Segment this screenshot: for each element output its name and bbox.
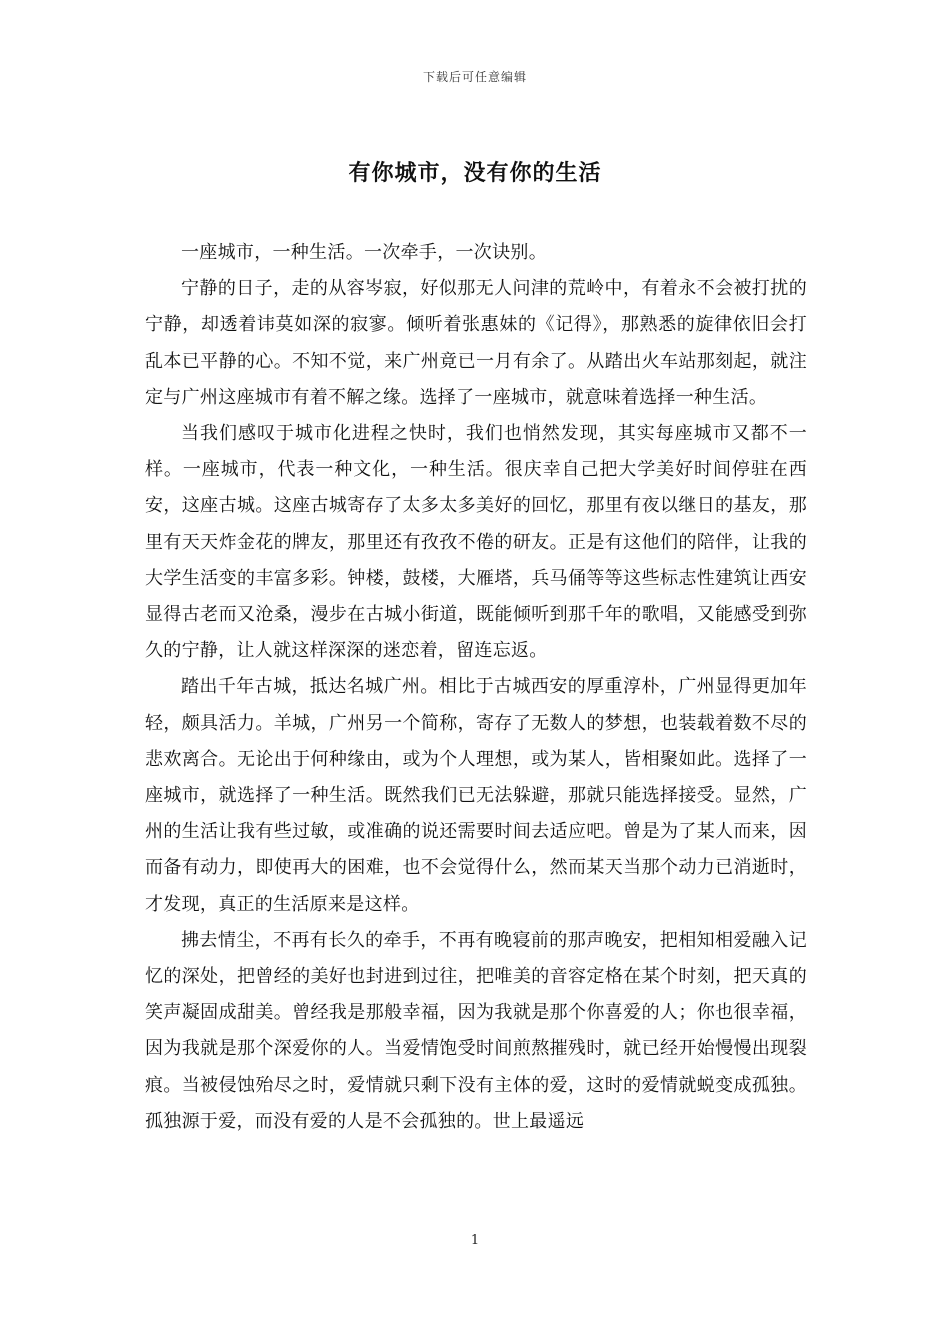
paragraph: 当我们感叹于城市化进程之快时，我们也悄然发现，其实每座城市又都不一样。一座城市，代表一种文化，一种生活。很庆幸自己把大学美好时间停驻在西安，这座古城。这座古城寄存了太多太多美好的回忆，那里有夜以继日的基友，那里有天天炸金花的牌友，那里还有孜孜不倦的研友。正是有这他们的陪伴，让我的大学生活变的丰富多彩。钟楼，鼓楼，大雁塔，兵马俑等等这些标志性建筑让西安显得古老而又沧桑，漫步在古城小街道，既能倾听到那千年的歌唱，又能感受到弥久的宁静，让人就这样深深的迷恋着，留连忘返。	[145, 423, 807, 662]
document-title: 有你城市，没有你的生活	[348, 160, 602, 186]
page-number: 1	[470, 1233, 480, 1248]
document-body	[145, 235, 807, 1140]
header-note: 下载后可任意编辑	[422, 70, 527, 84]
paragraph: 一座城市，一种生活。一次牵手，一次诀别。	[181, 242, 547, 263]
paragraph: 宁静的日子，走的从容岑寂，好似那无人问津的荒岭中，有着永不会被打扰的宁静，却透着讳莫如深的寂寥。倾听着张惠妹的《记得》，那熟悉的旋律依旧会打乱本已平静的心。不知不觉，来广州竟已一月有余了。从踏出火车站那刻起，就注定与广州这座城市有着不解之缘。选择了一座城市，就意味着选择一种生活。	[145, 278, 807, 408]
paragraph: 踏出千年古城，抵达名城广州。相比于古城西安的厚重淳朴，广州显得更加年轻，颇具活力。羊城，广州另一个简称，寄存了无数人的梦想，也装载着数不尽的悲欢离合。无论出于何种缘由，或为个人理想，或为某人，皆相聚如此。选择了一座城市，就选择了一种生活。既然我们已无法躲避，那就只能选择接受。显然，广州的生活让我有些过敏，或准确的说还需要时间去适应吧。曾是为了某人而来，因而备有动力，即使再大的困难，也不会觉得什么，然而某天当那个动力已消逝时，才发现，真正的生活原来是这样。	[145, 676, 807, 915]
paragraph: 拂去情尘，不再有长久的牵手，不再有晚寝前的那声晚安，把相知相爱融入记忆的深处，把曾经的美好也封进到过往，把唯美的音容定格在某个时刻，把天真的笑声凝固成甜美。曾经我是那般幸福，因为我就是那个你喜爱的人；你也很幸福，因为我就是那个深爱你的人。当爱情饱受时间煎熬摧残时，就已经开始慢慢出现裂痕。当被侵蚀殆尽之时，爱情就只剩下没有主体的爱，这时的爱情就蜕变成孤独。孤独源于爱，而没有爱的人是不会孤独的。世上最遥远	[145, 929, 807, 1132]
